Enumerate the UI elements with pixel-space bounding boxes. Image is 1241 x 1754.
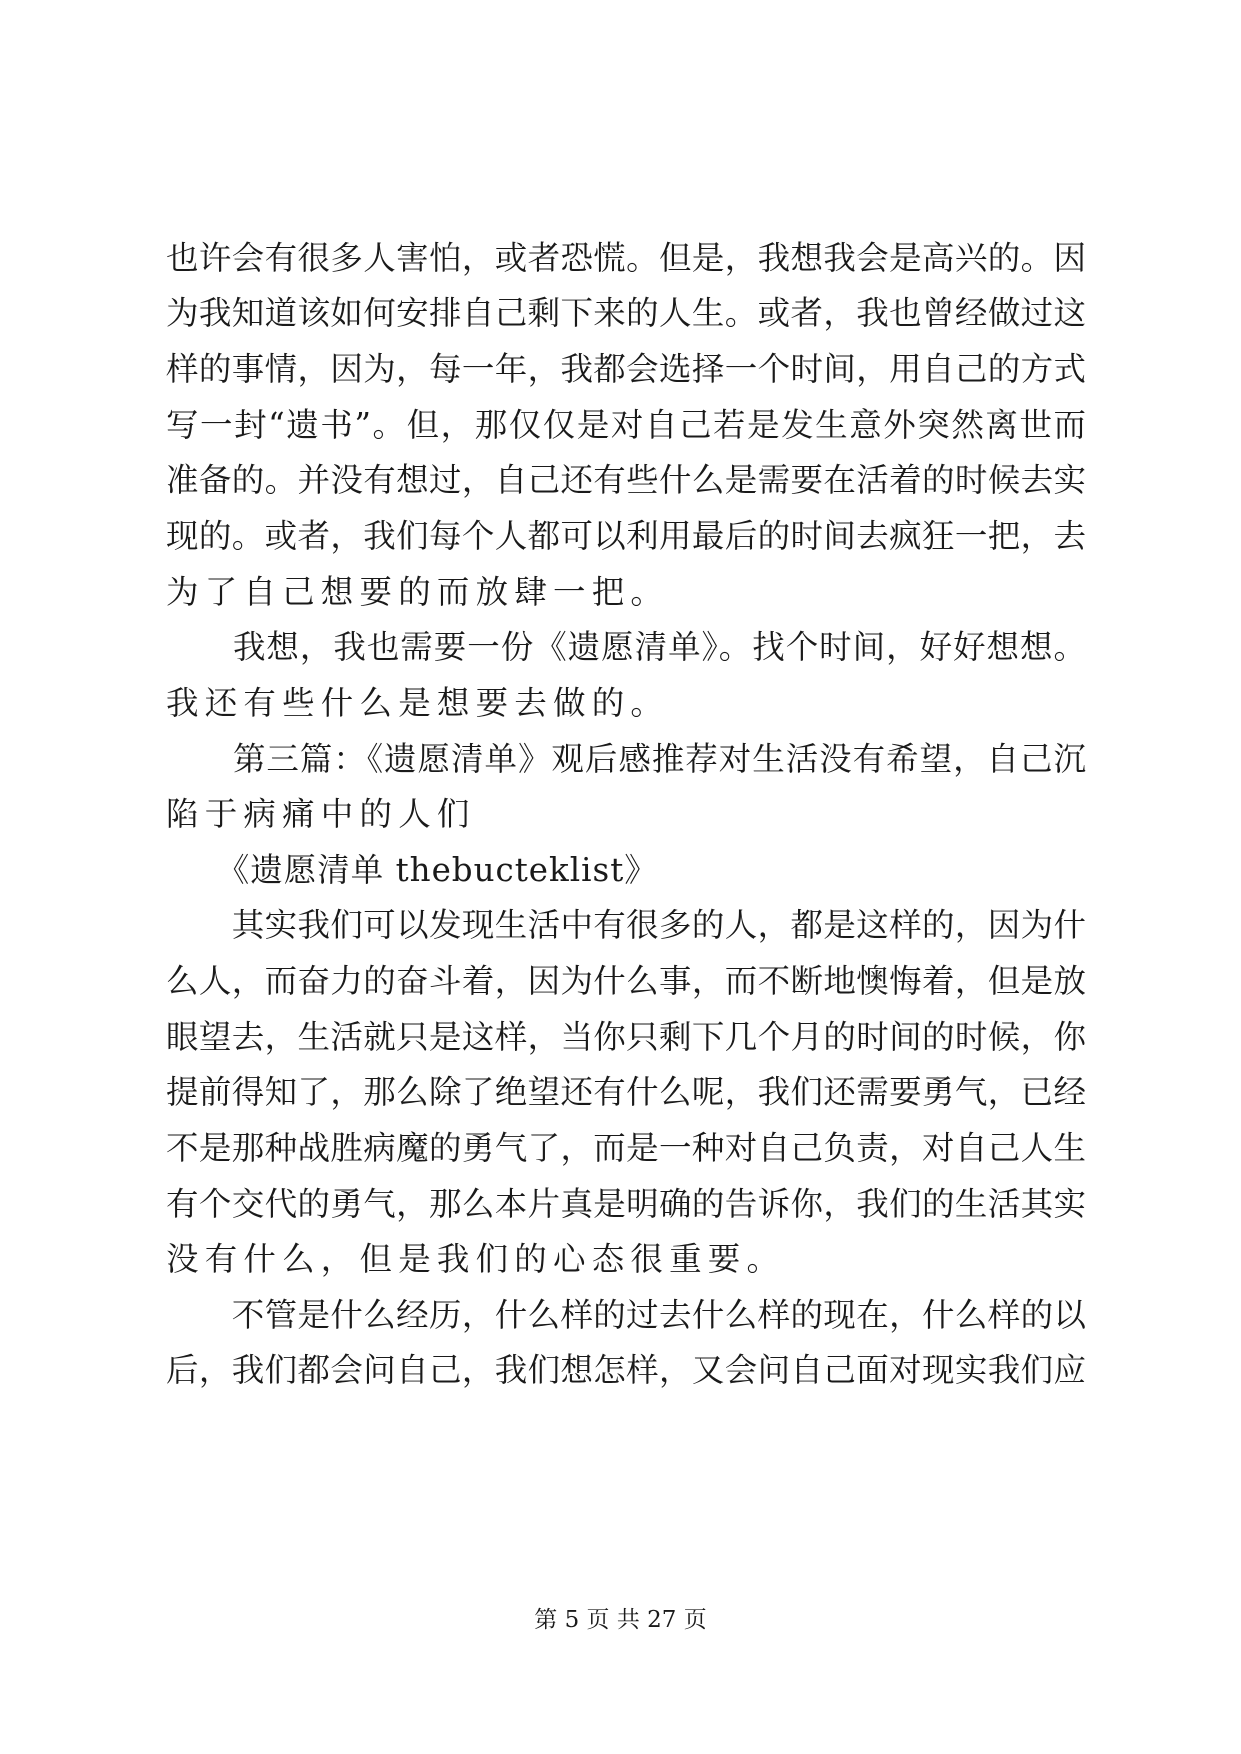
- body-text-line: 为了自己想要的而放肆一把。: [166, 573, 670, 611]
- body-text-line: 为我知道该如何安排自己剩下来的人生。或者，我也曾经做过这: [166, 294, 1086, 332]
- section-heading-line: 陷于病痛中的人们: [166, 795, 476, 833]
- section-heading-line: 第三篇：《遗愿清单》观后感推荐对生活没有希望，自己沉: [166, 740, 1086, 778]
- page-number-footer: 第 5 页 共 27 页: [534, 1607, 707, 1633]
- body-text-line: 么人，而奋力的奋斗着，因为什么事，而不断地懊悔着，但是放: [166, 962, 1086, 1000]
- body-text-line: 也许会有很多人害怕，或者恐慌。但是，我想我会是高兴的。因: [166, 239, 1086, 277]
- film-title-line: 《遗愿清单 thebucteklist》: [166, 851, 658, 889]
- body-text-line: 不管是什么经历，什么样的过去什么样的现在，什么样的以: [166, 1296, 1086, 1334]
- body-text-line: 写一封“遗书”。但，那仅仅是对自己若是发生意外突然离世而: [166, 406, 1086, 444]
- body-text-line: 样的事情，因为，每一年，我都会选择一个时间，用自己的方式: [166, 350, 1086, 388]
- body-text-line: 我想，我也需要一份《遗愿清单》。找个时间，好好想想。: [166, 628, 1086, 666]
- body-text-line: 提前得知了，那么除了绝望还有什么呢，我们还需要勇气，已经: [166, 1073, 1086, 1111]
- body-text-line: 没有什么，但是我们的心态很重要。: [166, 1240, 786, 1278]
- body-text-line: 有个交代的勇气，那么本片真是明确的告诉你，我们的生活其实: [166, 1185, 1086, 1223]
- body-text-line: 后，我们都会问自己，我们想怎样，又会问自己面对现实我们应: [166, 1351, 1086, 1389]
- body-text-line: 不是那种战胜病魔的勇气了，而是一种对自己负责，对自己人生: [166, 1129, 1086, 1167]
- body-text-line: 准备的。并没有想过，自己还有些什么是需要在活着的时候去实: [166, 461, 1086, 499]
- body-text-line: 我还有些什么是想要去做的。: [166, 684, 670, 722]
- body-text-line: 眼望去，生活就只是这样，当你只剩下几个月的时间的时候，你: [166, 1018, 1086, 1056]
- body-text-line: 现的。或者，我们每个人都可以利用最后的时间去疯狂一把，去: [166, 517, 1086, 555]
- body-text-line: 其实我们可以发现生活中有很多的人，都是这样的，因为什: [166, 906, 1086, 944]
